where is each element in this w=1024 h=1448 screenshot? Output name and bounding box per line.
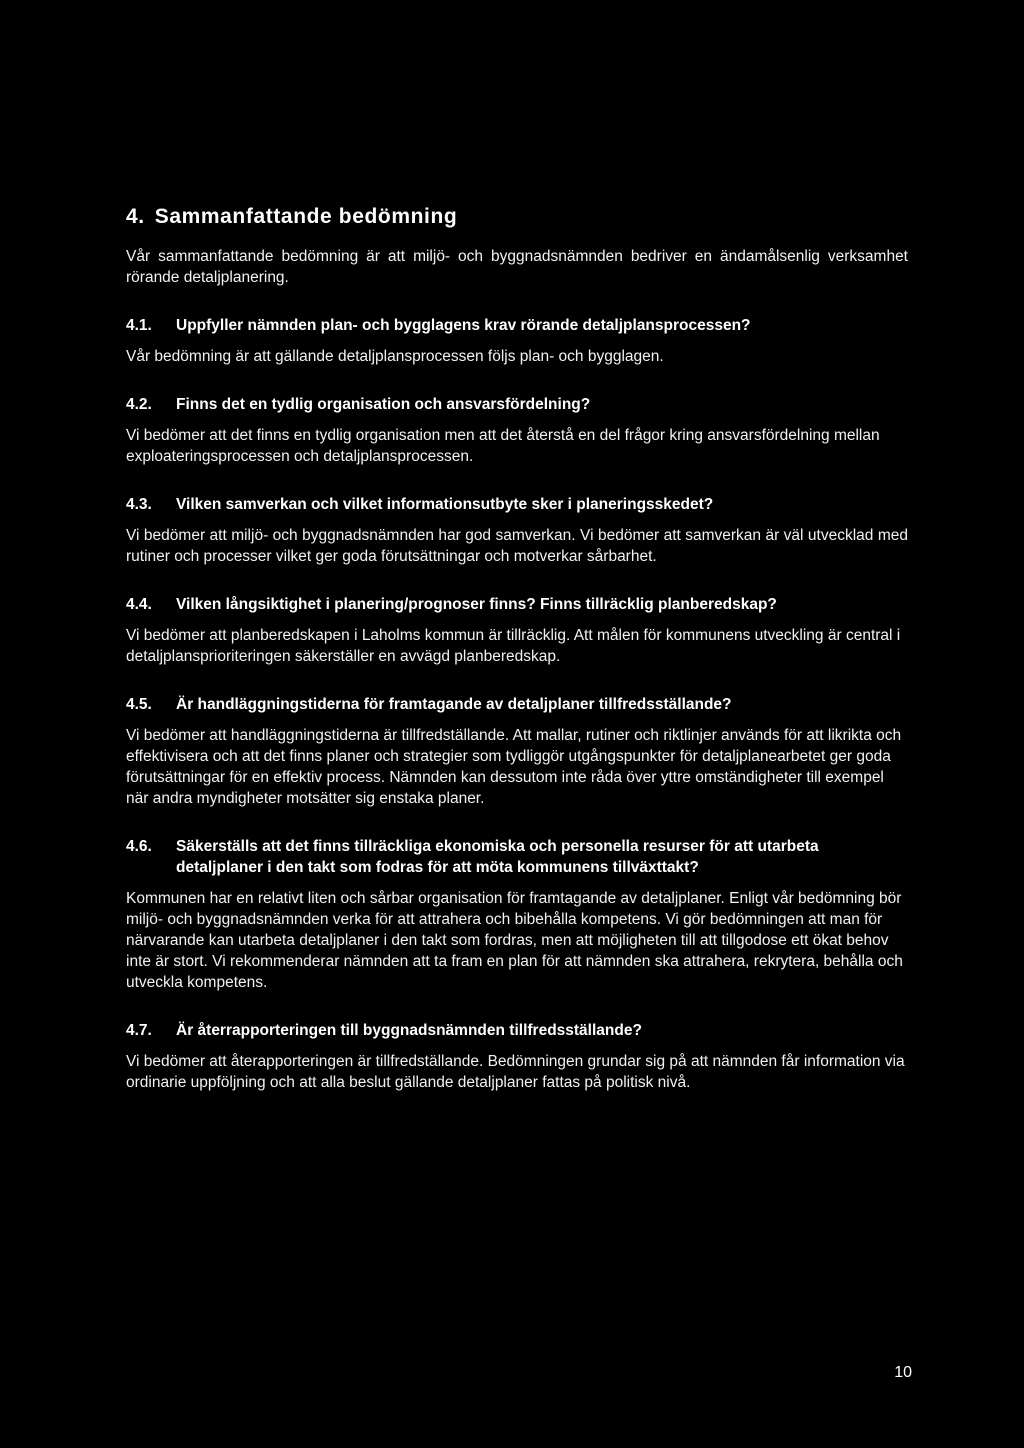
section-body: Vi bedömer att det finns en tydlig organisation men att det återstå en del frågor kring ansvarsfördelning mellan exploateringsprocessen och detaljplansprocessen. [126, 427, 880, 465]
section-title: Vilken samverkan och vilket informationsutbyte sker i planeringsskedet? [176, 496, 714, 513]
section-heading [126, 494, 908, 515]
section-body: Vi bedömer att handläggningstiderna är tillfredställande. Att mallar, rutiner och riktlinjer används för att likrikta och effektivisera och att det finns planer och strategier som tydliggör utgångspunkter för detaljplanearbetet ger goda förutsättningar för en effektiv process. Nämnden kan dessutom inte råda över yttre omständigheter till exempel när andra myndigheter motsätter sig enstaka planer. [126, 727, 902, 807]
section-4-5 [126, 694, 908, 809]
section-title: Uppfyller nämnden plan- och bygglagens krav rörande detaljplansprocessen? [176, 317, 751, 334]
chapter-heading [126, 200, 908, 234]
section-body: Vår bedömning är att gällande detaljplansprocessen följs plan- och bygglagen. [126, 348, 664, 365]
section-number: 4.7. [126, 1022, 152, 1039]
section-body: Kommunen har en relativt liten och sårbar organisation för framtagande av detaljplaner. Enligt vår bedömning bör miljö- och byggnadsnämnden verka för att attrahera och bibehålla kompetens. Vi gör bedömningen att man för närvarande kan utarbeta detaljplaner i den takt som fordras, men att möjligheten till att tillgodose ett ökat behov inte är stort. Vi rekommenderar nämnden att ta fram en plan för att nämnden ska attrahera, rekrytera, behålla och utveckla kompetens. [126, 890, 903, 991]
section-number: 4.6. [126, 838, 152, 855]
section-heading [126, 315, 908, 336]
section-4-4 [126, 594, 908, 667]
section-number: 4.3. [126, 496, 152, 513]
section-4-7 [126, 1020, 908, 1093]
intro-paragraph: Vår sammanfattande bedömning är att miljö- och byggnadsnämnden bedriver en ändamålsenlig verksamhet rörande detaljplanering. [126, 248, 908, 286]
section-number: 4.5. [126, 696, 152, 713]
section-title: Är handläggningstiderna för framtagande av detaljplaner tillfredsställande? [176, 696, 732, 713]
section-title: Vilken långsiktighet i planering/prognoser finns? Finns tillräcklig planberedskap? [176, 596, 777, 613]
chapter-number: 4. [126, 205, 145, 228]
section-4-2 [126, 394, 908, 467]
section-body: Vi bedömer att miljö- och byggnadsnämnden har god samverkan. Vi bedömer att samverkan är väl utvecklad med rutiner och processer vilket ger goda förutsättningar och motverkar sårbarhet. [126, 527, 908, 565]
section-heading [126, 394, 908, 415]
chapter-title: Sammanfattande bedömning [154, 205, 458, 228]
document-page [126, 200, 908, 1093]
section-number: 4.1. [126, 317, 152, 334]
section-4-1 [126, 315, 908, 367]
section-heading [126, 594, 908, 615]
section-title: Är återrapporteringen till byggnadsnämnden tillfredsställande? [176, 1022, 642, 1039]
section-number: 4.2. [126, 396, 152, 413]
page-number: 10 [894, 1364, 912, 1381]
section-heading [126, 836, 908, 878]
section-4-6 [126, 836, 908, 993]
section-title: Säkerställs att det finns tillräckliga ekonomiska och personella resurser för att utarbeta detaljplaner i den takt som fodras för att möta kommunens tillväxttakt? [176, 838, 819, 876]
section-4-3 [126, 494, 908, 567]
section-number: 4.4. [126, 596, 152, 613]
section-title: Finns det en tydlig organisation och ansvarsfördelning? [176, 396, 591, 413]
section-body: Vi bedömer att planberedskapen i Laholms kommun är tillräcklig. Att målen för kommunens utveckling är central i detaljplansprioriteringen säkerställer en avvägd planberedskap. [126, 627, 901, 665]
section-heading [126, 694, 908, 715]
section-body: Vi bedömer att återapporteringen är tillfredställande. Bedömningen grundar sig på att nämnden får information via ordinarie uppföljning och att alla beslut gällande detaljplaner fattas på politisk nivå. [126, 1053, 905, 1091]
section-heading [126, 1020, 908, 1041]
